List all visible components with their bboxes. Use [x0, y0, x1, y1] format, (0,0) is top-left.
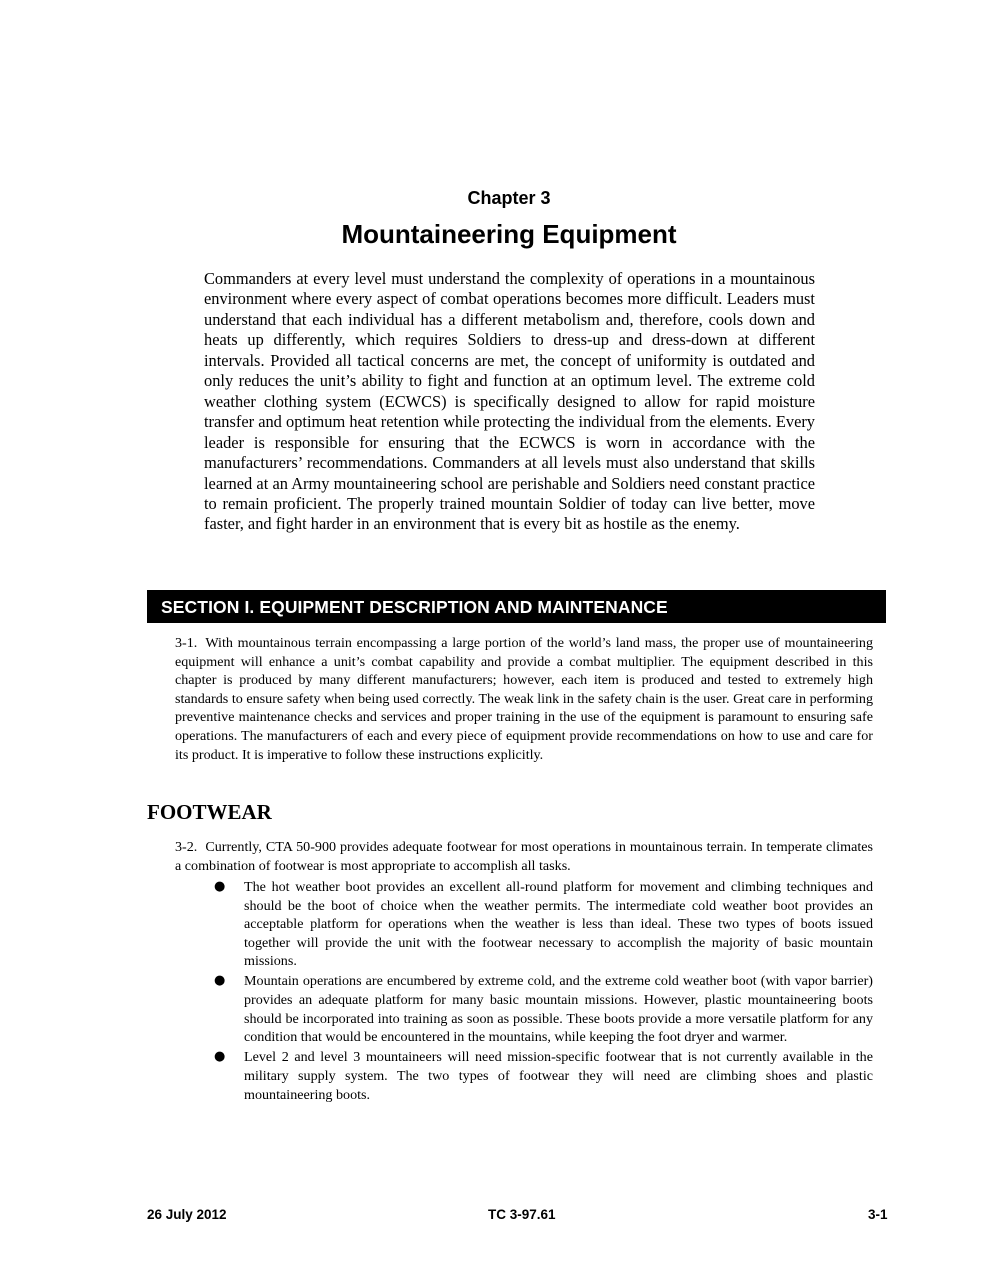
- bullet-icon: ●: [214, 1049, 226, 1065]
- list-item-text: Level 2 and level 3 mountaineers will need mission-specific footwear that is not currently available in the military supply system. The two types of footwear they will need are climbing shoes and plastic mountaineering boots.: [244, 1049, 873, 1103]
- footwear-bullet-list: [214, 878, 873, 1106]
- list-item-text: Mountain operations are encumbered by extreme cold, and the extreme cold weather boot (with vapor barrier) provides an adequate platform for many basic mountain missions. However, plastic mountaineering boots should be incorporated into training as soon as possible. These boots provide a more versatile platform for any condition that would be encountered in the mountains, while keeping the foot dryer and warmer.: [244, 973, 873, 1046]
- paragraph-3-1: [175, 634, 873, 764]
- paragraph-number: 3-1.: [175, 635, 198, 651]
- paragraph-number: 3-2.: [175, 839, 198, 855]
- footer-date: 26 July 2012: [147, 1207, 227, 1222]
- chapter-label: Chapter 3: [467, 188, 551, 208]
- paragraph-3-2: [175, 838, 873, 875]
- paragraph-text: Currently, CTA 50-900 provides adequate footwear for most operations in mountainous terrain. In temperate climates a combination of footwear is most appropriate to accomplish all tasks.: [175, 839, 873, 874]
- bullet-icon: ●: [214, 879, 226, 894]
- chapter-title: Mountaineering Equipment: [341, 219, 677, 249]
- footer-document-id: TC 3-97.61: [488, 1207, 556, 1222]
- section-banner: [147, 590, 886, 623]
- footer-page-number: 3-1: [868, 1207, 888, 1222]
- footwear-heading: FOOTWEAR: [147, 800, 272, 824]
- chapter-intro: Commanders at every level must understand the complexity of operations in a mountainous environment where every aspect of combat operations becomes more difficult. Leaders must understand that each individual has a different metabolism and, therefore, cools down and heats up differently, which requires Soldiers to dress-up and dress-down at different intervals. Provided all tactical concerns are met, the concept of uniformity is outdated and only reduces the unit’s ability to fight and function at an optimum level. The extreme cold weather clothing system (ECWCS) is specifically designed to allow for rapid moisture transfer and optimum heat retention while protecting the individual from the elements. Every leader is responsible for ensuring that the ECWCS is worn in accordance with the manufacturers’ recommendations. Commanders at all levels must also understand that skills learned at an Army mountaineering school are perishable and Soldiers need constant practice to remain proficient. The properly trained mountain Soldier of today can live better, move faster, and fight harder in an environment that is every bit as hostile as the enemy.: [204, 269, 815, 534]
- bullet-icon: ●: [214, 973, 226, 989]
- paragraph-text: With mountainous terrain encompassing a large portion of the world’s land mass, the proper use of mountaineering equipment will enhance a unit’s combat capability and provide a combat multiplier. The equipment described in this chapter is produced by many different manufacturers; however, each item is produced and tested to extremely high standards to ensure safety when being used correctly. The weak link in the safety chain is the user. Great care in performing preventive maintenance checks and services and proper training in the use of the equipment is paramount to ensuring safe operations. The manufacturers of each and every piece of equipment provide recommendations on how to use and care for its product. It is imperative to follow these instructions explicitly.: [175, 635, 873, 763]
- list-item-text: The hot weather boot provides an excellent all-round platform for movement and climbing techniques and should be the boot of choice when the weather permits. The intermediate cold weather boot provides an acceptable platform for operations when the weather is less than ideal. These two types of boots issued together will provide the unit with the footwear necessary to accomplish the majority of basic mountain missions.: [244, 879, 873, 970]
- list-item: [214, 1048, 873, 1104]
- section-title: SECTION I. EQUIPMENT DESCRIPTION AND MAINTENANCE: [161, 597, 668, 617]
- list-item: [214, 972, 873, 1046]
- list-item: [214, 878, 873, 971]
